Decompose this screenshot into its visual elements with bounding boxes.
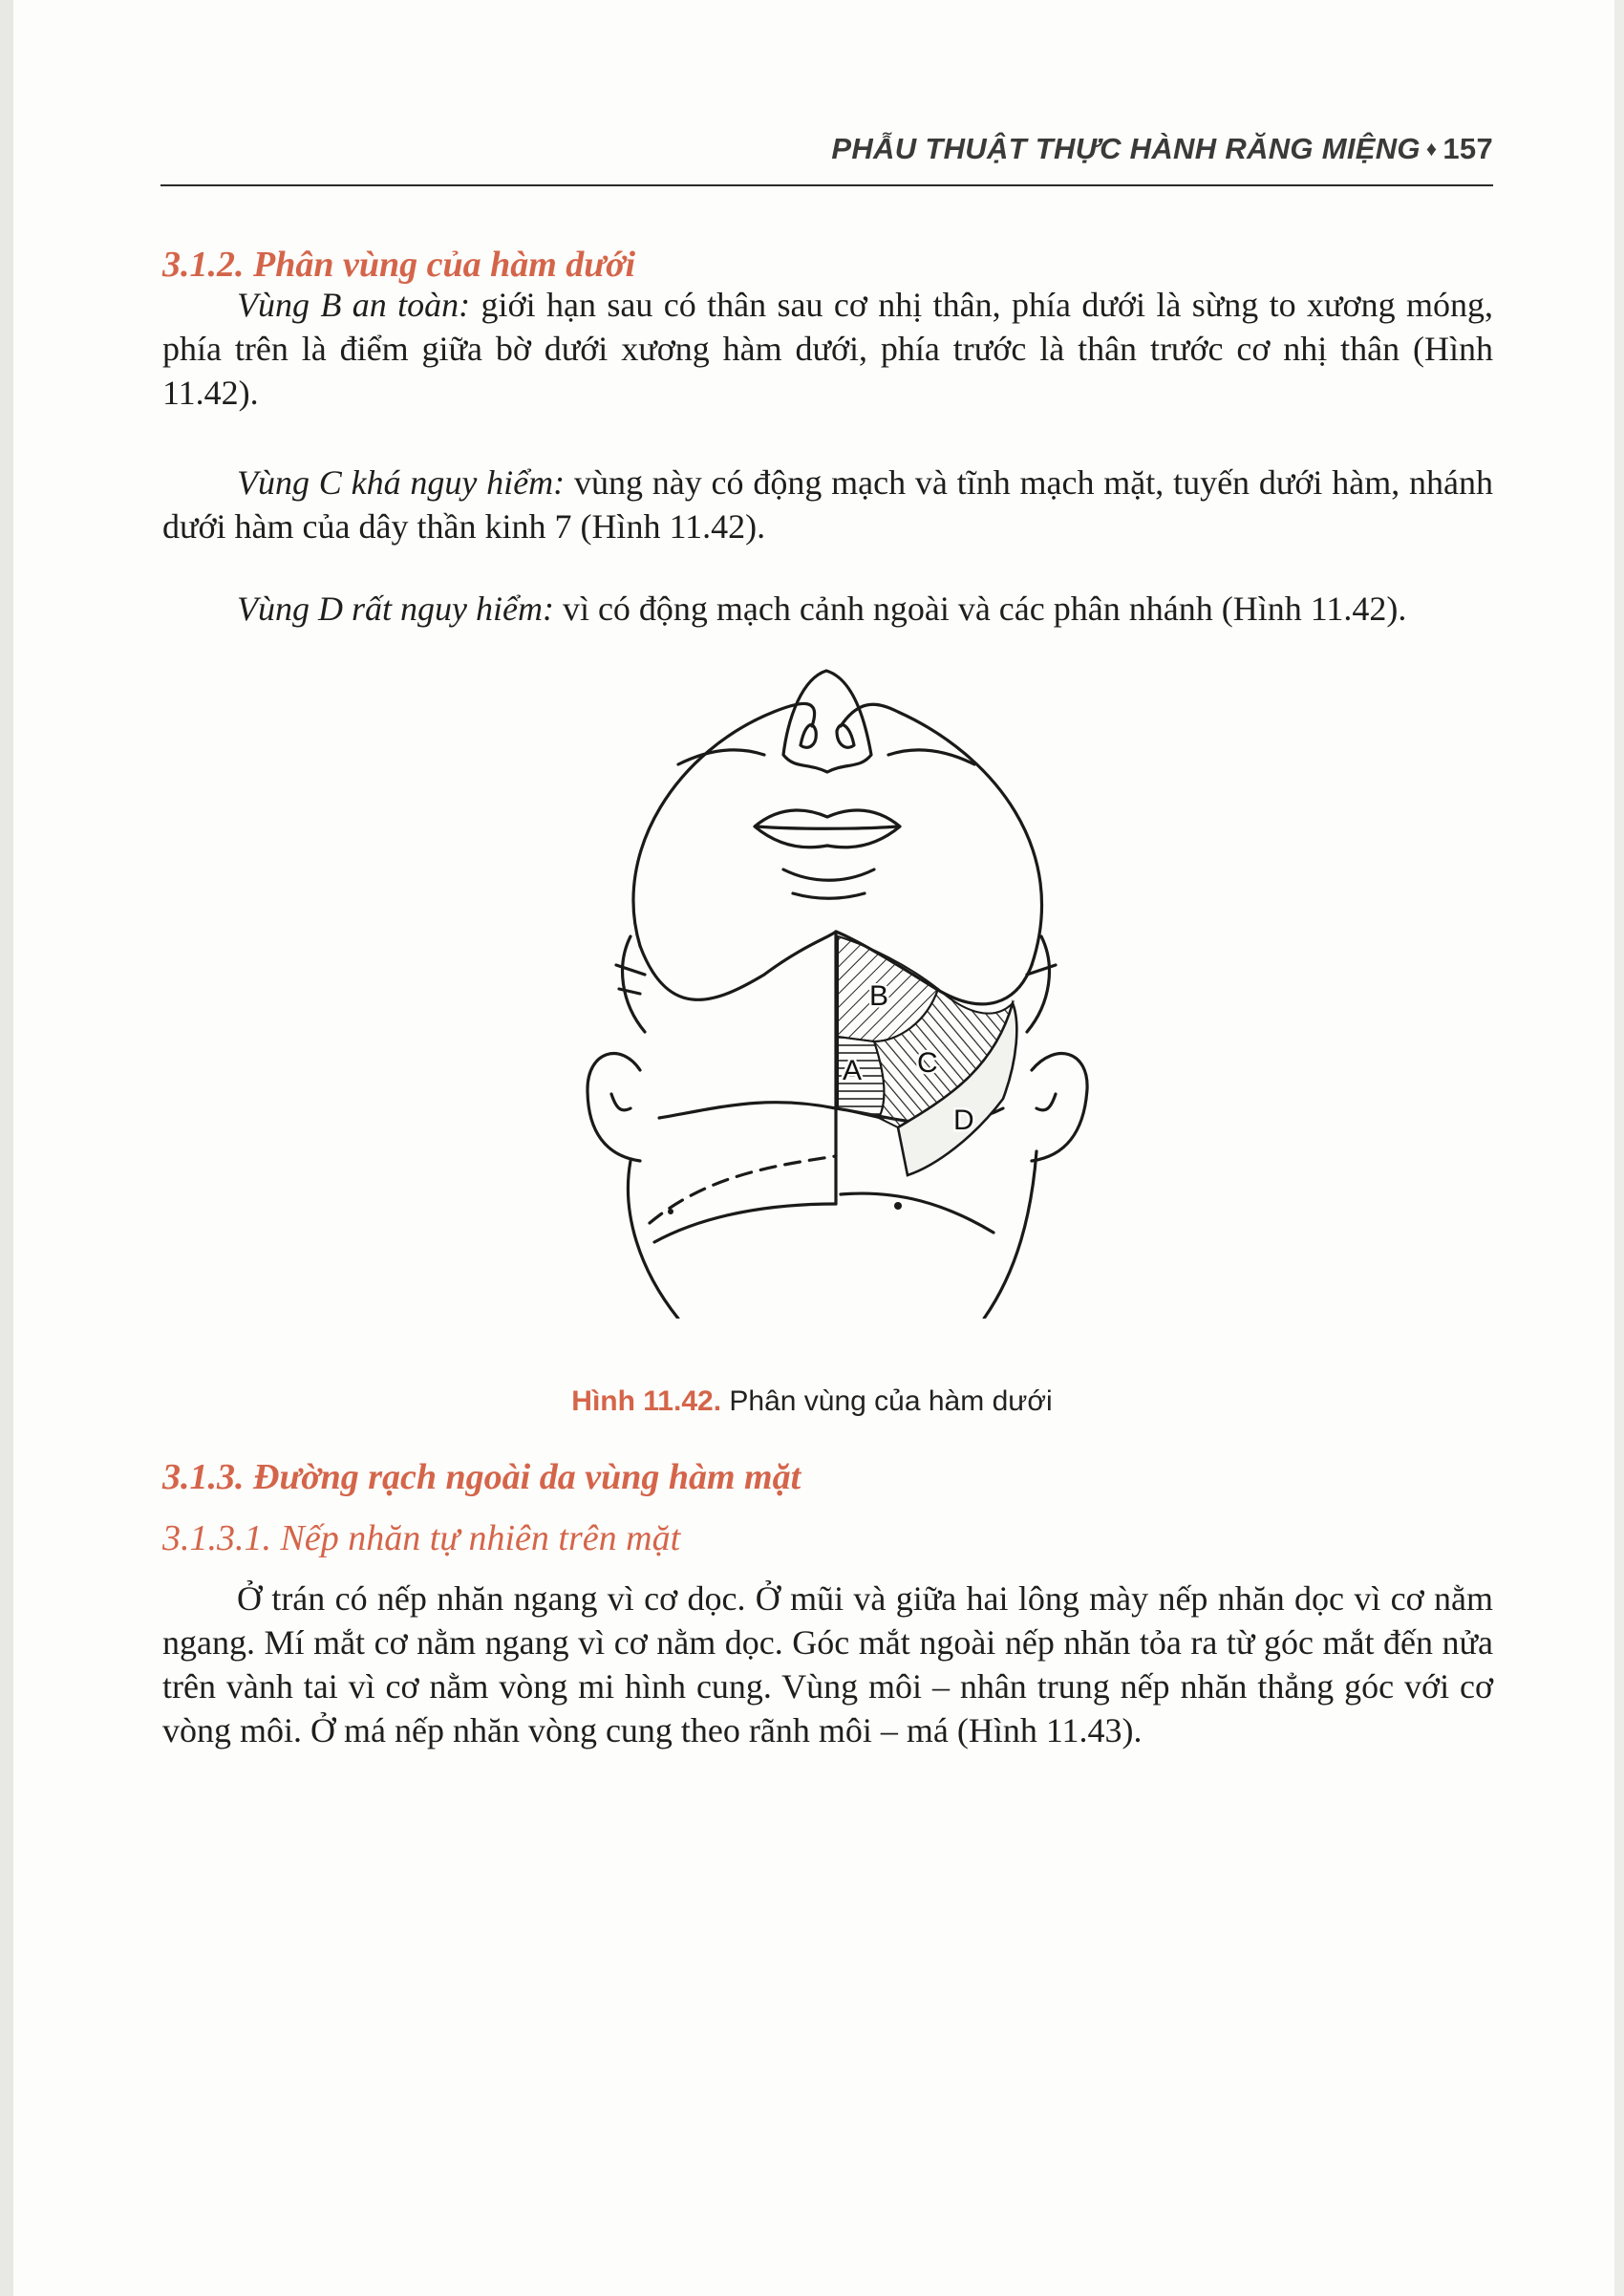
running-header [160,132,1493,166]
caption-text: Phân vùng của hàm dưới [721,1385,1053,1417]
page-number: 157 [1442,132,1493,165]
marker-dot [894,1202,902,1210]
neck-left [628,1161,678,1319]
scan-edge-left [0,0,13,2296]
diamond-separator: ♦ [1425,137,1438,161]
figure-caption [0,1385,1624,1418]
head-outline [633,703,1042,965]
section-312-title: 3.1.2. Phân vùng của hàm dưới [162,245,636,285]
zone-b-text: giới hạn sau có thân sau cơ nhị thân, phía dưới là sừng to xương móng, phía trên là điểm giữa bờ dưới xương hàm dưới, phía trước là thân trước cơ nhị thân (Hình 11.42). [162,286,1493,412]
nose [783,671,871,772]
label-d: D [953,1105,974,1136]
zone-c-lead: Vùng C khá nguy hiểm: [237,463,566,502]
zone-c-text: vùng này có động mạch và tĩnh mạch mặt, tuyến dưới hàm, nhánh dưới hàm của dây thần kinh 7 (Hình 11.42). [162,463,1493,546]
zone-b-lead: Vùng B an toàn: [237,286,471,324]
ear-right [1032,1054,1087,1161]
paragraph-wrinkles: Ở trán có nếp nhăn ngang vì cơ dọc. Ở mũi và giữa hai lông mày nếp nhăn dọc vì cơ nằm ngang. Mí mắt cơ nằm ngang vì cơ nằm dọc. Góc mắt ngoài nếp nhăn tỏa ra từ góc mắt đến nửa trên vành tai vì cơ nằm vòng mi hình cung. Vùng môi – nhân trung nếp nhăn thẳng góc với cơ vòng môi. Ở má nếp nhăn vòng cung theo rãnh môi – má (Hình 11.43). [162,1579,1493,1749]
section-313-title: 3.1.3. Đường rạch ngoài da vùng hàm mặt [162,1457,801,1497]
zone-d-lead: Vùng D rất nguy hiểm: [237,590,554,628]
header-rule [160,184,1493,186]
label-b: B [869,980,889,1012]
label-c: C [917,1047,938,1079]
scan-edge-right [1614,0,1624,2296]
cheek-right [1027,936,1056,1032]
paragraph-zone-c [162,461,1493,548]
zone-d-text: vì có động mạch cảnh ngoài và các phân nhánh (Hình 11.42). [553,590,1407,628]
chin-crease [783,869,874,880]
paragraph-zone-b [162,283,1493,415]
ear-left [588,1054,640,1161]
running-title: PHẪU THUẬT THỰC HÀNH RĂNG MIỆNG [831,132,1421,165]
paragraph-zone-d [162,587,1493,631]
caption-label: Hình 11.42. [571,1385,722,1417]
neck-right [984,1151,1036,1319]
brow-left [678,750,764,764]
label-a: A [843,1055,863,1086]
section-3131-title: 3.1.3.1. Nếp nhăn tự nhiên trên mặt [162,1518,681,1558]
jaw-zones-illustration [497,659,1127,1319]
